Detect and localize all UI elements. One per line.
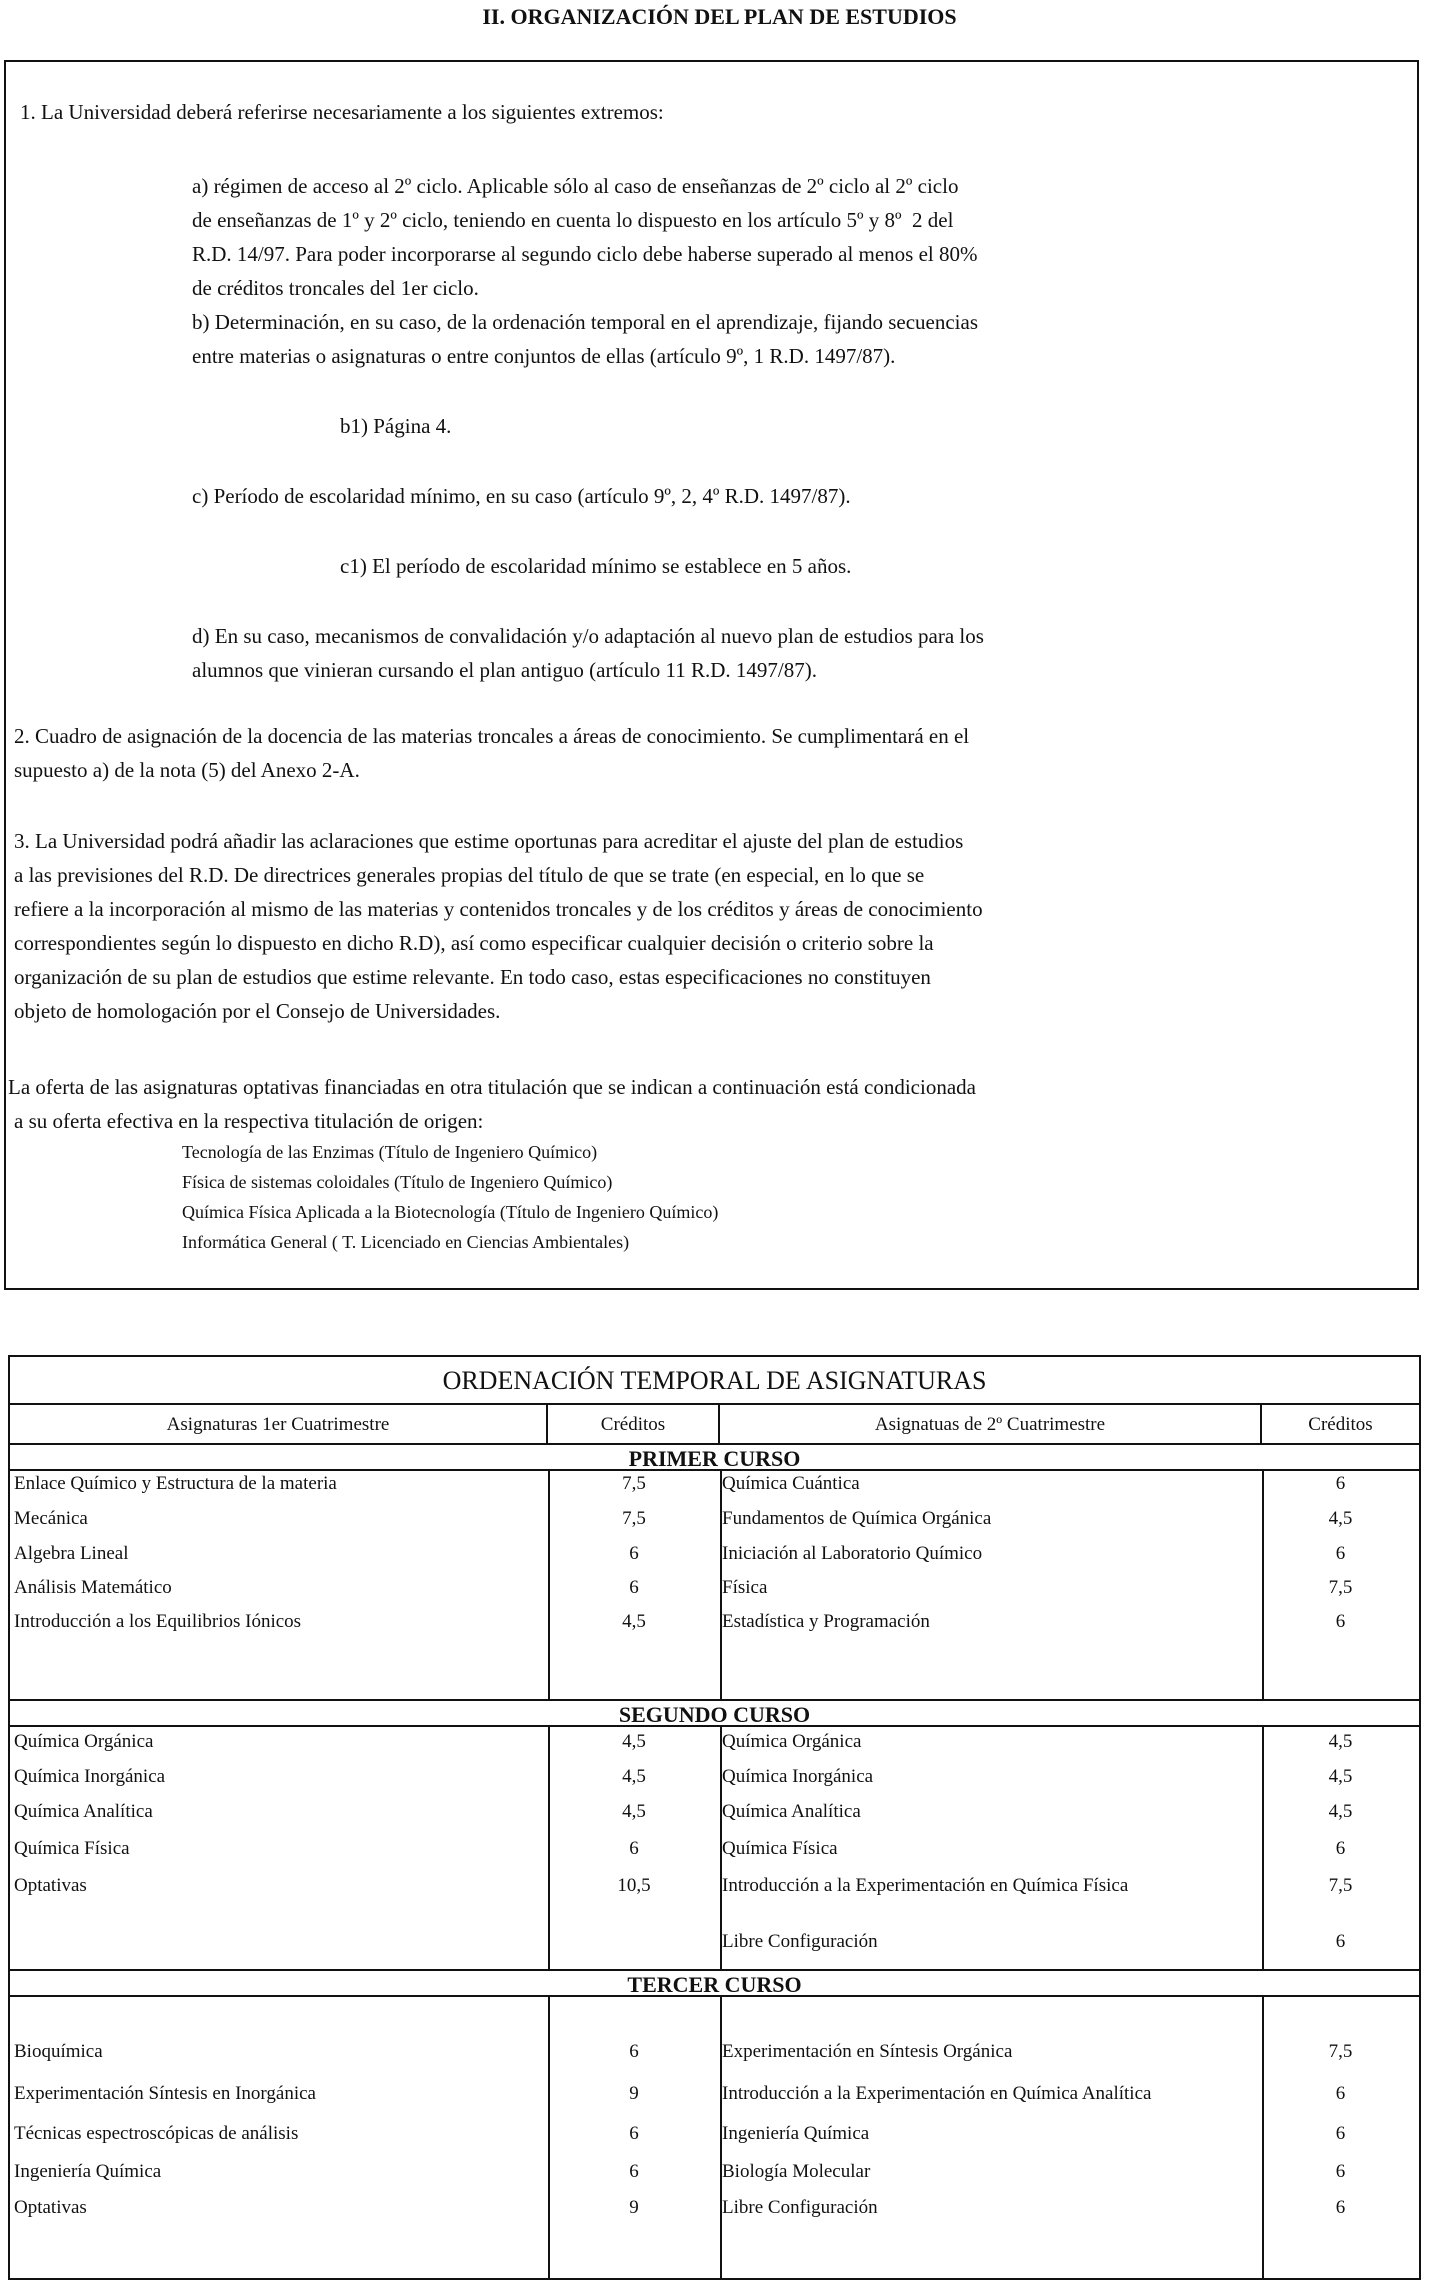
subject-cell: Química Orgánica: [722, 1731, 862, 1752]
subject-cell: Algebra Lineal: [14, 1543, 129, 1564]
credits-cell: 6: [629, 1838, 639, 1859]
item-b-line-1: b) Determinación, en su caso, de la ordenación temporal en el aprendizaje, fijando secuencias: [192, 310, 978, 334]
plan-text-box: [4, 60, 1419, 1290]
header-asignaturas-1: Asignaturas 1er Cuatrimestre: [10, 1405, 548, 1445]
item-b-line-2: entre materias o asignaturas o entre conjuntos de ellas (artículo 9º, 1 R.D. 1497/87).: [192, 344, 896, 368]
paragraph-2-line-1: 2. Cuadro de asignación de la docencia de las materias troncales a áreas de conocimiento. Se cumplimentará en el: [14, 724, 970, 748]
ordenacion-table: [8, 1355, 1421, 2280]
subject-cell: Iniciación al Laboratorio Químico: [722, 1543, 983, 1564]
optativa-2: Física de sistemas coloidales (Título de Ingeniero Químico): [182, 1172, 613, 1192]
optativa-3: Química Física Aplicada a la Biotecnología (Título de Ingeniero Químico): [182, 1202, 719, 1222]
subject-cell: Ingeniería Química: [14, 2161, 162, 2182]
subject-cell: Fundamentos de Química Orgánica: [722, 1508, 992, 1529]
subject-cell: Ingeniería Química: [722, 2123, 870, 2144]
credits-cell: 4,5: [1328, 1801, 1353, 1822]
subject-cell: Química Inorgánica: [722, 1766, 874, 1787]
subject-cell: Análisis Matemático: [14, 1577, 172, 1598]
subject-cell: Mecánica: [14, 1508, 88, 1529]
paragraph-2-line-2: supuesto a) de la nota (5) del Anexo 2-A.: [14, 758, 360, 782]
subject-cell: Introducción a la Experimentación en Química Física: [722, 1875, 1129, 1896]
subject-cell: Biología Molecular: [722, 2161, 871, 2182]
credits-cell: 7,5: [622, 1473, 646, 1494]
paragraph-3-line-3: refiere a la incorporación al mismo de las materias y contenidos troncales y de los créditos y áreas de conocimiento: [14, 897, 983, 921]
subject-cell: Experimentación Síntesis en Inorgánica: [14, 2083, 316, 2104]
credits-cell: 4,5: [1328, 1508, 1353, 1529]
item-a-line-2: de enseñanzas de 1º y 2º ciclo, teniendo en cuenta lo dispuesto en los artículo 5º y 8º 2 del: [192, 208, 954, 232]
item-d-line-2: alumnos que vinieran cursando el plan antiguo (artículo 11 R.D. 1497/87).: [192, 658, 817, 682]
paragraph-3-line-2: a las previsiones del R.D. De directrices generales propias del título de que se trate (en especial, en lo que se: [14, 863, 925, 887]
credits-cell: 6: [629, 2041, 639, 2062]
subject-cell: Química Orgánica: [14, 1731, 154, 1752]
subject-cell: Libre Configuración: [722, 1931, 878, 1952]
credits-cell: 6: [1335, 2123, 1346, 2144]
credits-cell: 6: [1335, 1838, 1346, 1859]
item-c: c) Período de escolaridad mínimo, en su caso (artículo 9º, 2, 4º R.D. 1497/87).: [192, 484, 851, 508]
subject-cell: Química Analítica: [722, 1801, 861, 1822]
credits-cell: 4,5: [1328, 1731, 1353, 1752]
credits-cell: 6: [1335, 1473, 1346, 1494]
course-heading: TERCER CURSO: [10, 1969, 1419, 1997]
subject-cell: Química Analítica: [14, 1801, 153, 1822]
credits-cell: 6: [629, 2123, 639, 2144]
optativa-4: Informática General ( T. Licenciado en Ciencias Ambientales): [182, 1232, 630, 1252]
paragraph-1: 1. La Universidad deberá referirse necesariamente a los siguientes extremos:: [20, 100, 664, 124]
paragraph-3-line-6: objeto de homologación por el Consejo de Universidades.: [14, 999, 501, 1023]
credits-cell: 6: [1335, 1543, 1346, 1564]
table-title: ORDENACIÓN TEMPORAL DE ASIGNATURAS: [10, 1357, 1419, 1405]
credits-cell: 6: [1335, 1931, 1346, 1952]
subject-cell: Bioquímica: [14, 2041, 103, 2062]
credits-cell: 4,5: [622, 1611, 646, 1632]
credits-cell: 7,5: [1328, 2041, 1353, 2062]
item-a-line-1: a) régimen de acceso al 2º ciclo. Aplicable sólo al caso de enseñanzas de 2º ciclo al 2º ciclo: [192, 174, 959, 198]
item-a-line-3: R.D. 14/97. Para poder incorporarse al segundo ciclo debe haberse superado al menos el 80%: [192, 242, 978, 266]
credits-cell: 6: [1335, 2161, 1346, 2182]
paragraph-3-line-5: organización de su plan de estudios que estime relevante. En todo caso, estas especificaciones no constituyen: [14, 965, 931, 989]
credits-cell: 9: [629, 2197, 639, 2218]
credits-cell: 6: [1335, 2083, 1346, 2104]
credits-cell: 7,5: [1328, 1577, 1353, 1598]
credits-cell: 6: [1335, 1611, 1346, 1632]
credits-cell: 6: [629, 1543, 639, 1564]
subject-cell: Química Física: [14, 1838, 130, 1859]
subject-cell: Física: [722, 1577, 768, 1598]
credits-cell: 6: [629, 2161, 639, 2182]
subject-cell: Química Física: [722, 1838, 838, 1859]
subject-cell: Introducción a los Equilibrios Iónicos: [14, 1611, 302, 1632]
paragraph-3-line-1: 3. La Universidad podrá añadir las aclaraciones que estime oportunas para acreditar el ajuste del plan de estudios: [14, 829, 964, 853]
subject-cell: Experimentación en Síntesis Orgánica: [722, 2041, 1013, 2062]
header-asignaturas-2: Asignatuas de 2º Cuatrimestre: [720, 1405, 1262, 1445]
subject-cell: Técnicas espectroscópicas de análisis: [14, 2123, 299, 2144]
course-heading: PRIMER CURSO: [10, 1443, 1419, 1471]
credits-cell: 4,5: [622, 1801, 646, 1822]
credits-cell: 9: [629, 2083, 639, 2104]
subject-cell: Optativas: [14, 2197, 87, 2218]
header-creditos-1: Créditos: [548, 1405, 720, 1445]
credits-cell: 4,5: [622, 1766, 646, 1787]
course-heading: SEGUNDO CURSO: [10, 1699, 1419, 1727]
page-title: II. ORGANIZACIÓN DEL PLAN DE ESTUDIOS: [482, 4, 957, 29]
subject-cell: Estadística y Programación: [722, 1611, 930, 1632]
item-a-line-4: de créditos troncales del 1er ciclo.: [192, 276, 479, 300]
item-d-line-1: d) En su caso, mecanismos de convalidación y/o adaptación al nuevo plan de estudios para los: [192, 624, 984, 648]
credits-cell: 6: [629, 1577, 639, 1598]
credits-cell: 7,5: [622, 1508, 646, 1529]
credits-cell: 4,5: [1328, 1766, 1353, 1787]
header-creditos-2: Créditos: [1262, 1405, 1419, 1445]
credits-cell: 4,5: [622, 1731, 646, 1752]
credits-cell: 6: [1335, 2197, 1346, 2218]
subject-cell: Química Cuántica: [722, 1473, 860, 1494]
credits-cell: 10,5: [617, 1875, 651, 1896]
subject-cell: Química Inorgánica: [14, 1766, 166, 1787]
item-b1: b1) Página 4.: [340, 414, 452, 438]
subject-cell: Introducción a la Experimentación en Química Analítica: [722, 2083, 1152, 2104]
optativa-1: Tecnología de las Enzimas (Título de Ingeniero Químico): [182, 1142, 598, 1162]
subject-cell: Libre Configuración: [722, 2197, 878, 2218]
credits-cell: 7,5: [1328, 1875, 1353, 1896]
optativas-note-line-2: a su oferta efectiva en la respectiva titulación de origen:: [14, 1109, 484, 1133]
subject-cell: Enlace Químico y Estructura de la materia: [14, 1473, 337, 1494]
paragraph-3-line-4: correspondientes según lo dispuesto en dicho R.D), así como especificar cualquier decisión o criterio sobre la: [14, 931, 934, 955]
optativas-note-line-1: La oferta de las asignaturas optativas financiadas en otra titulación que se indican a continuación está condicionada: [8, 1075, 976, 1099]
item-c1: c1) El período de escolaridad mínimo se establece en 5 años.: [340, 554, 852, 578]
subject-cell: Optativas: [14, 1875, 87, 1896]
